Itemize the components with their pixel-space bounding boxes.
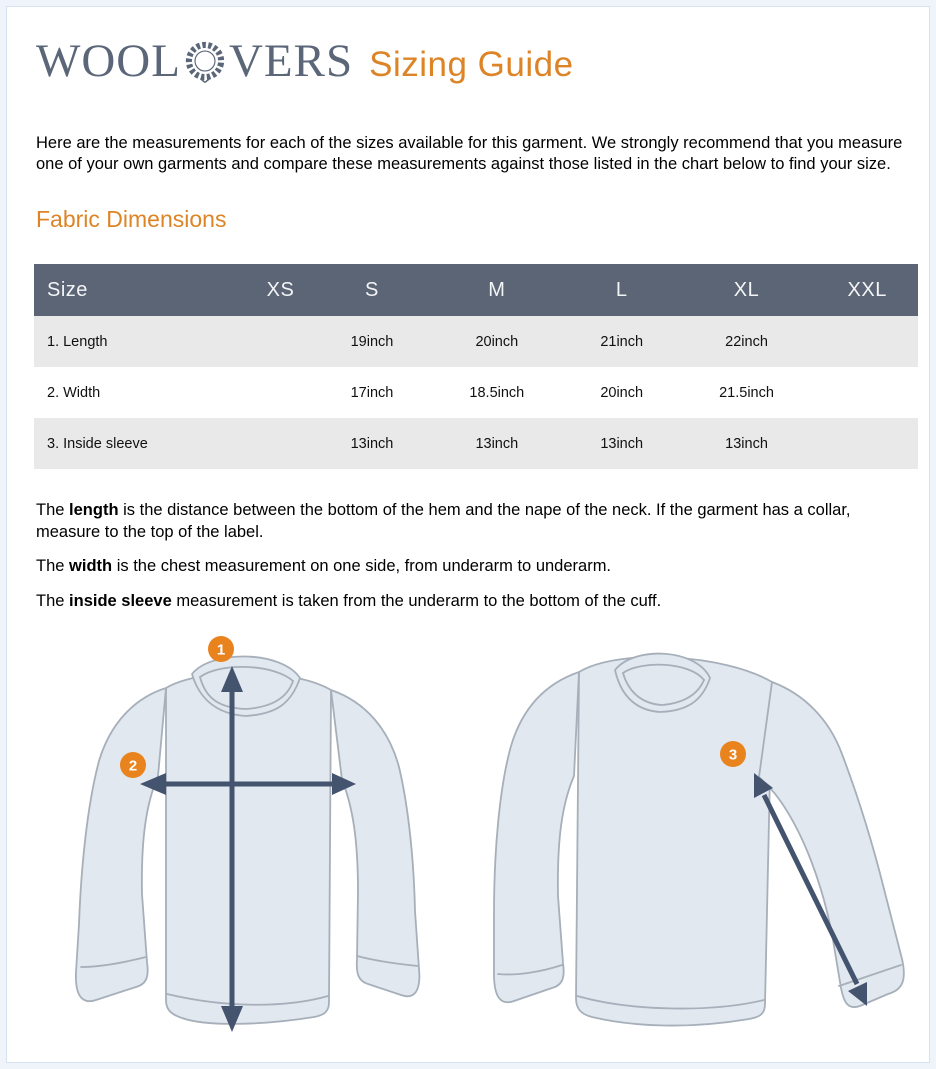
row-label: 1. Length — [47, 333, 108, 350]
sweater-left-sleeve — [76, 688, 166, 1001]
diagram-area — [6, 624, 936, 1064]
intro-text: Here are the measurements for each of the sizes available for this garment. We strongly recommend that you measure one of your own garments and compare these measurements against those listed in the chart below to find your size. — [36, 133, 903, 173]
size-value-cell: 19inch — [350, 333, 394, 350]
table-row-width — [34, 367, 918, 418]
logo-text-left: WOOL — [36, 34, 181, 87]
svg-text:1: 1 — [216, 641, 226, 659]
header — [36, 36, 574, 86]
svg-text:3: 3 — [728, 746, 738, 764]
size-value-cell — [244, 367, 317, 418]
badge-sleeve — [720, 741, 746, 767]
sweater-body — [166, 673, 331, 1024]
size-value-cell — [244, 316, 317, 367]
woolovers-logo — [36, 36, 353, 86]
badge-length — [208, 636, 234, 662]
size-table-header-row — [34, 264, 918, 316]
size-value-cell: 20inch — [600, 384, 644, 401]
table-row-length — [34, 316, 918, 367]
column-header-xl: XL — [677, 264, 817, 316]
column-header-s: S — [317, 264, 427, 316]
size-value-cell — [816, 316, 918, 367]
size-value-cell: 13inch — [600, 435, 644, 452]
size-table-wrap — [34, 264, 918, 469]
row-label: 2. Width — [47, 384, 101, 401]
svg-text:2: 2 — [128, 757, 138, 775]
note-width: The width is the chest measurement on one side, from underarm to underarm. — [36, 557, 612, 575]
size-value-cell: 17inch — [350, 384, 394, 401]
size-table — [34, 264, 918, 469]
column-header-l: L — [567, 264, 677, 316]
section-heading-fabric-dimensions: Fabric Dimensions — [36, 206, 227, 232]
size-value-cell: 20inch — [475, 333, 519, 350]
size-value-cell: 21inch — [600, 333, 644, 350]
sweater-front-diagram — [46, 634, 446, 1042]
column-header-m: M — [427, 264, 567, 316]
column-header-xxl: XXL — [816, 264, 918, 316]
sweater-right-sleeve — [331, 690, 419, 996]
size-value-cell: 13inch — [725, 435, 768, 452]
sweater-sleeve-diagram — [484, 634, 924, 1042]
size-value-cell: 13inch — [350, 435, 394, 452]
row-label: 3. Inside sleeve — [47, 435, 148, 452]
size-value-cell: 21.5inch — [719, 384, 774, 401]
sweater-right-sleeve — [759, 682, 904, 1007]
note-inside-sleeve: The inside sleeve measurement is taken from the underarm to the bottom of the cuff. — [36, 591, 662, 610]
size-value-cell: 22inch — [725, 333, 768, 350]
logo-text-right: VERS — [228, 34, 354, 87]
badge-width — [120, 752, 146, 778]
size-value-cell — [816, 418, 918, 469]
table-row-inside-sleeve — [34, 418, 918, 469]
size-value-cell — [816, 367, 918, 418]
sweater-left-sleeve — [494, 672, 579, 1002]
sweater-body — [576, 657, 772, 1026]
column-header-xs: XS — [244, 264, 317, 316]
size-value-cell: 18.5inch — [469, 384, 525, 401]
page-title: Sizing Guide — [369, 45, 574, 84]
note-length: The length is the distance between the bottom of the hem and the nape of the neck. If the garment has a collar, measure to the top of the label. — [36, 501, 851, 541]
laurel-wreath-icon — [182, 36, 228, 86]
column-header-size: Size — [34, 264, 244, 316]
measurement-notes — [36, 500, 916, 625]
size-value-cell — [244, 418, 317, 469]
size-value-cell: 13inch — [475, 435, 519, 452]
